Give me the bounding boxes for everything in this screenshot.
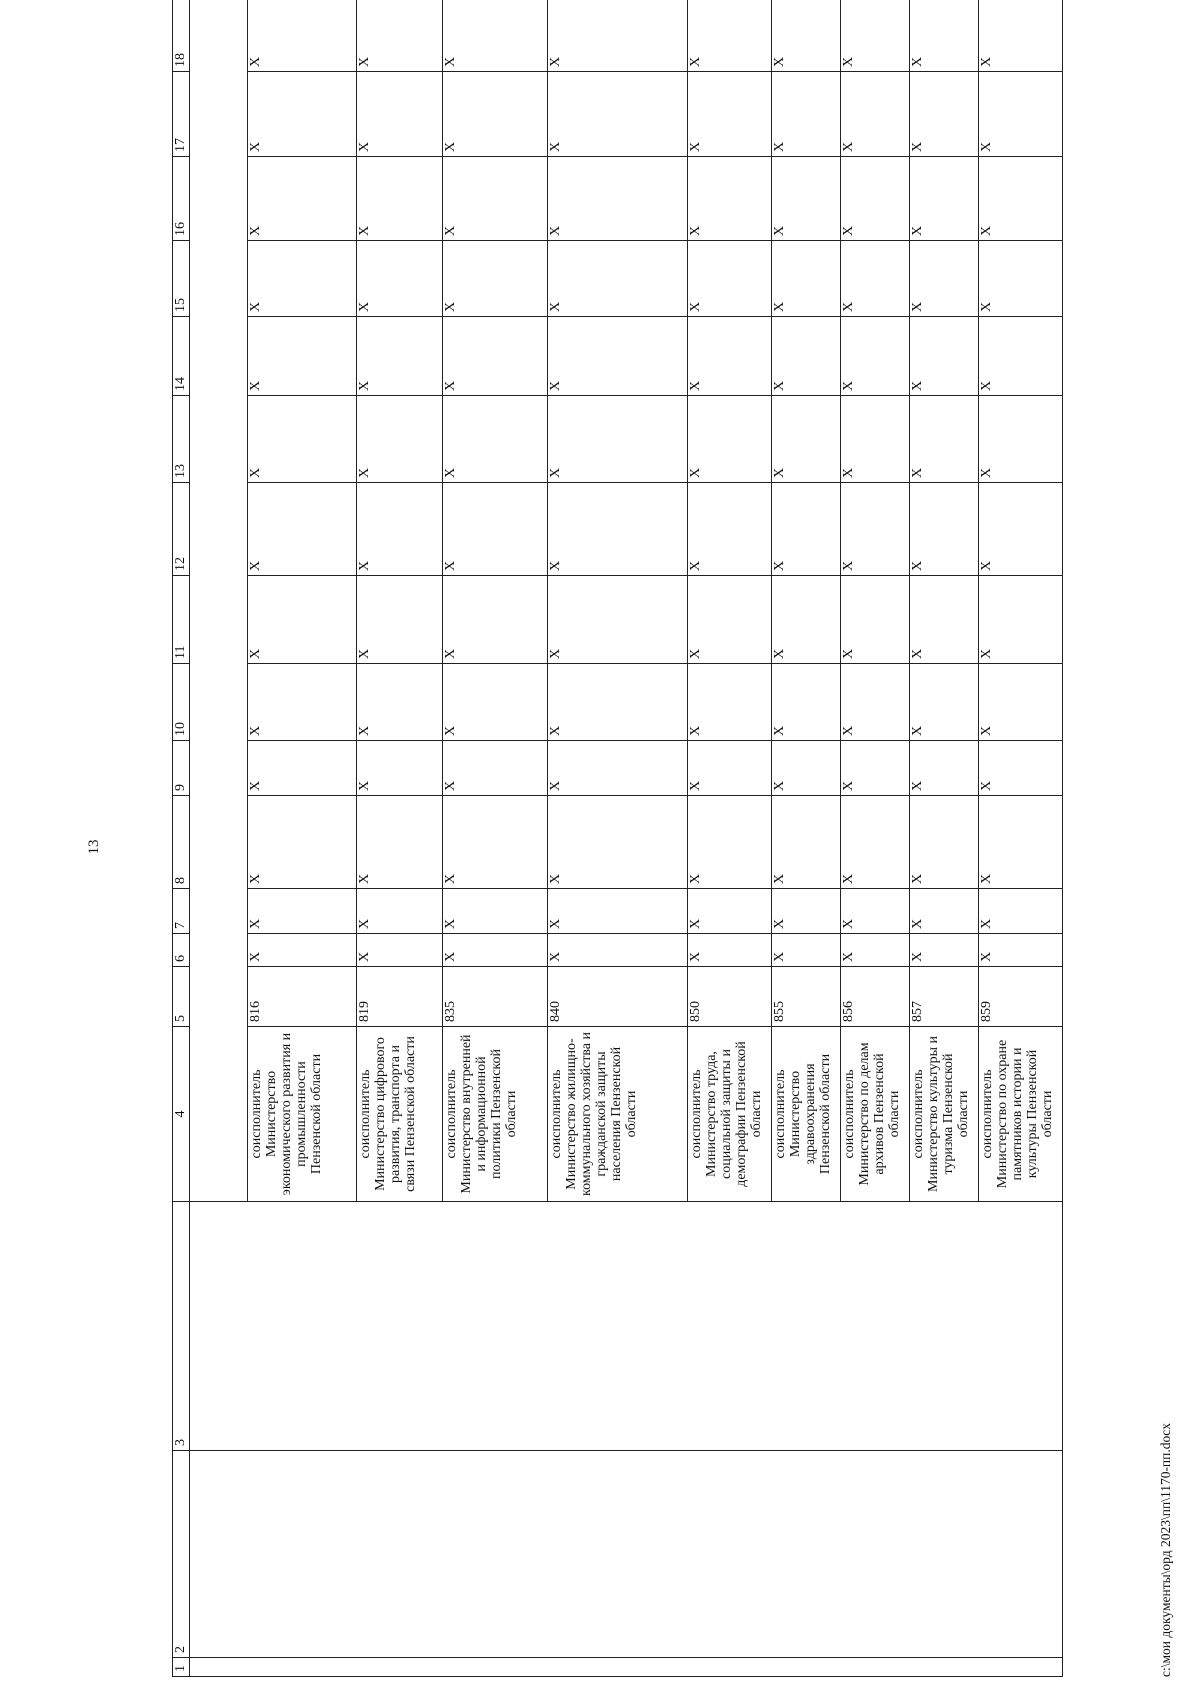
mark-cell: X [248, 664, 357, 741]
executor-cell: соисполнитель Министерство цифрового развития, транспорта и связи Пензенской области [357, 1027, 443, 1202]
mark-cell: X [548, 396, 688, 483]
empty-cell [190, 1451, 1063, 1658]
mark-cell: X [548, 157, 688, 241]
column-number: 12 [173, 483, 190, 576]
mark-cell: X [357, 934, 443, 967]
mark-cell: X [772, 483, 841, 576]
code-cell: 857 [910, 967, 979, 1027]
mark-cell: X [841, 889, 910, 934]
executor-cell: соисполнитель Министерство по делам архивов Пензенской области [841, 1027, 910, 1202]
mark-cell: X [443, 72, 548, 157]
mark-cell: X [688, 741, 772, 796]
mark-cell: X [248, 483, 357, 576]
empty-cell [190, 0, 248, 1202]
mark-cell: X [772, 741, 841, 796]
mark-cell: X [841, 741, 910, 796]
mark-cell: X [910, 483, 979, 576]
column-number: 3 [173, 1202, 190, 1451]
column-number: 13 [173, 396, 190, 483]
mark-cell: X [548, 241, 688, 317]
mark-cell: X [841, 664, 910, 741]
column-number: 16 [173, 157, 190, 241]
code-cell: 840 [548, 967, 688, 1027]
code-cell: 855 [772, 967, 841, 1027]
mark-cell: X [443, 576, 548, 664]
mark-cell: X [443, 396, 548, 483]
mark-cell: X [357, 889, 443, 934]
mark-cell: X [841, 72, 910, 157]
column-number: 5 [173, 967, 190, 1027]
column-number: 10 [173, 664, 190, 741]
mark-cell: X [772, 0, 841, 72]
mark-cell: X [443, 483, 548, 576]
mark-cell: X [979, 741, 1063, 796]
mark-cell: X [357, 157, 443, 241]
mark-cell: X [841, 483, 910, 576]
mark-cell: X [443, 741, 548, 796]
column-number-row [173, 0, 190, 1677]
mark-cell: X [688, 72, 772, 157]
executor-cell: соисполнитель Министерство экономического развития и промышленности Пензенской области [248, 1027, 357, 1202]
mark-cell: X [548, 664, 688, 741]
mark-cell: X [248, 741, 357, 796]
mark-cell: X [357, 796, 443, 889]
mark-cell: X [979, 241, 1063, 317]
mark-cell: X [910, 317, 979, 396]
mark-cell: X [910, 157, 979, 241]
mark-cell: X [772, 889, 841, 934]
mark-cell: X [910, 741, 979, 796]
mark-cell: X [910, 889, 979, 934]
code-cell: 859 [979, 967, 1063, 1027]
mark-cell: X [357, 483, 443, 576]
column-number: 17 [173, 72, 190, 157]
mark-cell: X [979, 664, 1063, 741]
column-number: 6 [173, 934, 190, 967]
mark-cell: X [688, 157, 772, 241]
mark-cell: X [357, 576, 443, 664]
mark-cell: X [979, 796, 1063, 889]
mark-cell: X [248, 796, 357, 889]
mark-cell: X [248, 72, 357, 157]
mark-cell: X [248, 576, 357, 664]
executor-cell: соисполнитель Министерство по охране памятников истории и культуры Пензенской области [979, 1027, 1063, 1202]
mark-cell: X [688, 0, 772, 72]
mark-cell: X [548, 483, 688, 576]
mark-cell: X [772, 576, 841, 664]
mark-cell: X [688, 483, 772, 576]
mark-cell: X [772, 157, 841, 241]
mark-cell: X [910, 396, 979, 483]
code-cell: 850 [688, 967, 772, 1027]
code-cell: 856 [841, 967, 910, 1027]
column-number: 1 [173, 1658, 190, 1677]
mark-cell: X [910, 934, 979, 967]
mark-cell: X [248, 0, 357, 72]
executor-cell: соисполнитель Министерство культуры и туризма Пензенской области [910, 1027, 979, 1202]
column-number: 18 [173, 0, 190, 72]
mark-cell: X [357, 0, 443, 72]
mark-cell: X [248, 934, 357, 967]
executor-cell: соисполнитель Министерство здравоохранения Пензенской области [772, 1027, 841, 1202]
column-number: 15 [173, 241, 190, 317]
empty-cell [190, 1658, 1063, 1677]
mark-cell: X [841, 157, 910, 241]
mark-cell: X [688, 664, 772, 741]
mark-cell: X [248, 889, 357, 934]
mark-cell: X [248, 157, 357, 241]
mark-cell: X [548, 934, 688, 967]
mark-cell: X [979, 157, 1063, 241]
mark-cell: X [688, 934, 772, 967]
mark-cell: X [443, 889, 548, 934]
mark-cell: X [910, 576, 979, 664]
mark-cell: X [841, 241, 910, 317]
mark-cell: X [443, 0, 548, 72]
mark-cell: X [910, 664, 979, 741]
mark-cell: X [772, 934, 841, 967]
mark-cell: X [357, 664, 443, 741]
executor-cell: соисполнитель Министерство внутренней и информационной политики Пензенской области [443, 1027, 548, 1202]
mark-cell: X [979, 934, 1063, 967]
budget-table [172, 0, 1063, 1677]
mark-cell: X [688, 396, 772, 483]
mark-cell: X [910, 72, 979, 157]
column-number: 11 [173, 576, 190, 664]
mark-cell: X [357, 241, 443, 317]
mark-cell: X [548, 889, 688, 934]
code-cell: 816 [248, 967, 357, 1027]
column-number: 14 [173, 317, 190, 396]
mark-cell: X [772, 396, 841, 483]
empty-cell [190, 1202, 1063, 1451]
mark-cell: X [772, 796, 841, 889]
column-number: 4 [173, 1027, 190, 1202]
column-number: 9 [173, 741, 190, 796]
mark-cell: X [548, 72, 688, 157]
mark-cell: X [443, 317, 548, 396]
mark-cell: X [910, 241, 979, 317]
mark-cell: X [979, 72, 1063, 157]
page-number: 13 [86, 839, 102, 855]
column-number: 2 [173, 1451, 190, 1658]
mark-cell: X [548, 0, 688, 72]
mark-cell: X [688, 796, 772, 889]
mark-cell: X [841, 796, 910, 889]
mark-cell: X [357, 317, 443, 396]
executor-cell: соисполнитель Министерство жилищно-коммунального хозяйства и гражданской защиты населения Пензенской области [548, 1027, 688, 1202]
mark-cell: X [357, 741, 443, 796]
mark-cell: X [979, 396, 1063, 483]
blank-row [190, 0, 248, 1677]
mark-cell: X [248, 317, 357, 396]
mark-cell: X [979, 483, 1063, 576]
mark-cell: X [357, 396, 443, 483]
mark-cell: X [979, 317, 1063, 396]
mark-cell: X [548, 796, 688, 889]
code-cell: 819 [357, 967, 443, 1027]
mark-cell: X [548, 741, 688, 796]
mark-cell: X [688, 317, 772, 396]
mark-cell: X [979, 889, 1063, 934]
mark-cell: X [443, 934, 548, 967]
mark-cell: X [688, 241, 772, 317]
mark-cell: X [841, 934, 910, 967]
mark-cell: X [841, 0, 910, 72]
mark-cell: X [548, 317, 688, 396]
mark-cell: X [910, 0, 979, 72]
code-cell: 835 [443, 967, 548, 1027]
mark-cell: X [357, 72, 443, 157]
mark-cell: X [443, 241, 548, 317]
mark-cell: X [841, 576, 910, 664]
mark-cell: X [688, 576, 772, 664]
mark-cell: X [443, 664, 548, 741]
column-number: 7 [173, 889, 190, 934]
mark-cell: X [248, 241, 357, 317]
mark-cell: X [910, 796, 979, 889]
mark-cell: X [979, 576, 1063, 664]
column-number: 8 [173, 796, 190, 889]
mark-cell: X [443, 157, 548, 241]
mark-cell: X [772, 241, 841, 317]
mark-cell: X [548, 576, 688, 664]
mark-cell: X [688, 889, 772, 934]
executor-cell: соисполнитель Министерство труда, социальной защиты и демографии Пензенской области [688, 1027, 772, 1202]
mark-cell: X [248, 396, 357, 483]
mark-cell: X [841, 317, 910, 396]
mark-cell: X [772, 664, 841, 741]
mark-cell: X [443, 796, 548, 889]
mark-cell: X [979, 0, 1063, 72]
mark-cell: X [841, 396, 910, 483]
file-path-footer: c:\мои документы\орд 2023\пп\1170-пп.docx [1158, 1422, 1173, 1677]
mark-cell: X [772, 317, 841, 396]
mark-cell: X [772, 72, 841, 157]
